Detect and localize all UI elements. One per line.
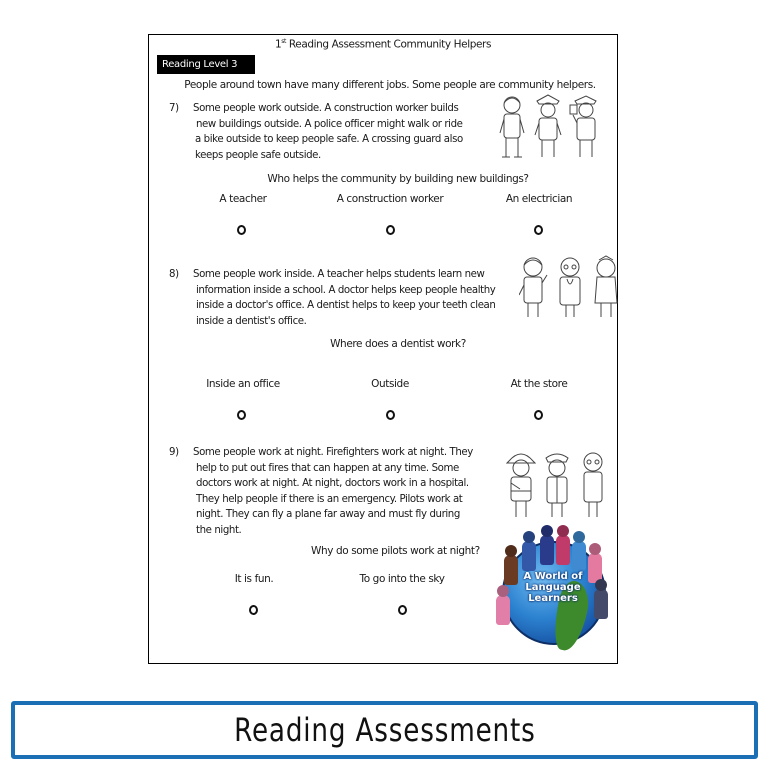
question-8: Where does a dentist work? xyxy=(330,338,466,350)
answer-7c-bubble[interactable] xyxy=(534,225,543,235)
answer-9a-label: It is fun. xyxy=(234,573,274,585)
answer-7b-label: A construction worker xyxy=(336,193,444,205)
worksheet-title: 1st Reading Assessment Community Helpers xyxy=(274,38,492,51)
passage-9: 9) Some people work at night. Firefighters work at night. They help to put out fires that can happen at any time. Some doctors work at night. At night, doctors work in a hospital. They help people if there is an emergency. Pilots work at night. They can fly a plane far away and must fly during the night. xyxy=(169,447,473,536)
child-figure-icon xyxy=(556,535,570,565)
answer-9b-label: To go into the sky xyxy=(359,573,445,585)
answer-7c-label: An electrician xyxy=(505,193,573,205)
question-7: Who helps the community by building new buildings? xyxy=(267,173,529,185)
passage-7: 7) Some people work outside. A construction worker builds new buildings outside. A police officer might walk or ride a bike outside to keep people safe. A crossing guard also keeps people safe outside. xyxy=(169,103,463,161)
reading-level-label: Reading Level 3 xyxy=(157,55,255,74)
nurse-icon xyxy=(591,255,621,319)
intro-text: People around town have many different jobs. Some people are community helpers. xyxy=(184,79,596,91)
answer-8b-label: Outside xyxy=(371,378,409,390)
item-number: 7) xyxy=(169,103,179,114)
illustration-community-inside xyxy=(519,255,621,319)
logo-text: A World of Language Learners xyxy=(523,571,583,604)
banner-title: Reading Assessments xyxy=(233,711,536,749)
answer-7a-label: A teacher xyxy=(219,193,267,205)
item-number: 9) xyxy=(169,447,179,458)
child-figure-icon xyxy=(522,541,536,571)
police-officer-icon xyxy=(533,93,563,161)
firefighter-icon xyxy=(506,449,536,519)
child-figure-icon xyxy=(572,541,586,571)
world-of-language-learners-logo xyxy=(496,527,610,647)
worksheet-page xyxy=(148,34,618,664)
construction-worker-icon xyxy=(497,93,527,161)
answer-8c-label: At the store xyxy=(510,378,568,390)
question-9: Why do some pilots work at night? xyxy=(311,545,480,557)
answer-9a-bubble[interactable] xyxy=(249,605,258,615)
doctor-night-icon xyxy=(578,449,608,519)
teacher-icon xyxy=(519,255,549,319)
answer-7a-bubble[interactable] xyxy=(237,225,246,235)
doctor-icon xyxy=(555,255,585,319)
answer-8b-bubble[interactable] xyxy=(386,410,395,420)
pilot-icon xyxy=(542,449,572,519)
passage-8: 8) Some people work inside. A teacher helps students learn new information inside a school. A doctor helps keep people healthy inside a doctor's office. A dentist helps to keep your teeth clean inside a dentist's office. xyxy=(169,269,496,327)
answer-8a-label: Inside an office xyxy=(206,378,280,390)
answer-8a-bubble[interactable] xyxy=(237,410,246,420)
child-figure-icon xyxy=(540,535,554,565)
answer-8c-bubble[interactable] xyxy=(534,410,543,420)
illustration-community-night xyxy=(506,449,608,519)
answer-9b-bubble[interactable] xyxy=(398,605,407,615)
reading-assessments-banner xyxy=(11,701,758,759)
answer-7b-bubble[interactable] xyxy=(386,225,395,235)
item-number: 8) xyxy=(169,269,179,280)
crossing-guard-icon xyxy=(569,93,599,161)
illustration-community-outside xyxy=(497,93,599,161)
